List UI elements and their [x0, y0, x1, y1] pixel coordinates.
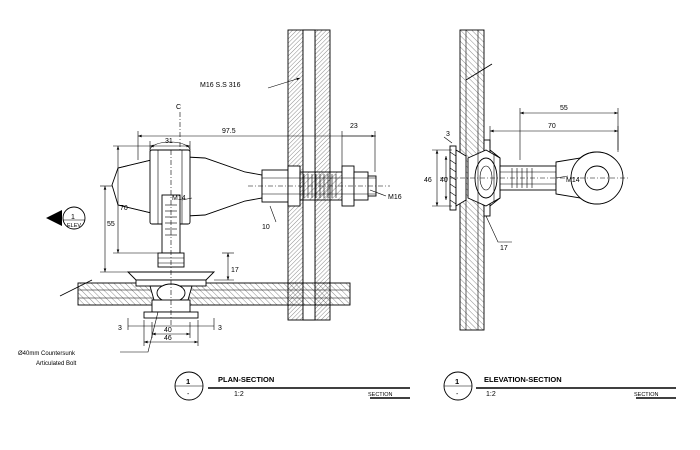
bubble-number: 1	[186, 377, 191, 386]
callout-text: M14	[172, 195, 186, 202]
view-marker-number: 1	[71, 214, 75, 221]
view-scale: 1:2	[486, 391, 496, 398]
dim-value: 17	[231, 267, 239, 274]
dim-3-elev	[444, 131, 452, 143]
dim-value: 17	[500, 245, 508, 252]
note-line-2: Articulated Bolt	[36, 361, 77, 367]
dim-value: 40	[440, 177, 448, 184]
dim-value: 23	[350, 123, 358, 130]
dim-value: 55	[560, 105, 568, 112]
callout-text: M16	[388, 194, 402, 201]
dim-value: 3	[446, 131, 450, 138]
view-title: ELEVATION-SECTION	[484, 375, 562, 384]
bubble-sub: -	[187, 391, 190, 398]
note-countersunk-bolt	[18, 312, 158, 367]
dim-70-elev	[490, 123, 618, 150]
callout-text: M14	[566, 177, 580, 184]
plan-section-view	[18, 30, 402, 367]
dim-23	[342, 123, 376, 166]
dim-value: 70	[548, 123, 556, 130]
view-marker-label: ELEV	[67, 223, 82, 229]
centerline-label: C	[176, 104, 182, 111]
view-marker-elev[interactable]	[46, 207, 85, 229]
dim-17-plan	[214, 253, 239, 280]
plan-spider-arm	[112, 142, 262, 224]
title-block-elevation	[444, 372, 676, 400]
dim-value: 46	[424, 177, 432, 184]
dim-value: 31	[165, 138, 173, 145]
note-line-1: Ø40mm Countersunk	[18, 351, 76, 357]
dim-value: 40	[164, 327, 172, 334]
plan-bolt-assembly	[248, 166, 390, 206]
view-title: PLAN-SECTION	[218, 375, 275, 384]
dim-value: 70	[120, 205, 128, 212]
view-scale: 1:2	[234, 391, 244, 398]
dim-value: 3	[118, 325, 122, 332]
callout-m16-ss316	[200, 78, 300, 89]
bubble-number: 1	[455, 377, 460, 386]
dim-value: 97.5	[222, 128, 236, 135]
elevation-section-view	[424, 30, 630, 330]
dim-value: 10	[262, 224, 270, 231]
section-label: SECTION	[368, 392, 393, 398]
callout-text: M16 S.S 316	[200, 82, 241, 89]
dim-value: 46	[164, 335, 172, 342]
dim-17-elev	[486, 216, 512, 252]
dim-55-elev	[520, 105, 618, 160]
dim-bottom-group	[118, 318, 222, 346]
dim-value: 3	[218, 325, 222, 332]
title-block-plan	[175, 372, 410, 400]
bubble-sub: -	[456, 391, 459, 398]
dim-10	[262, 206, 276, 231]
section-label: SECTION	[634, 392, 659, 398]
dim-value: 55	[107, 221, 115, 228]
